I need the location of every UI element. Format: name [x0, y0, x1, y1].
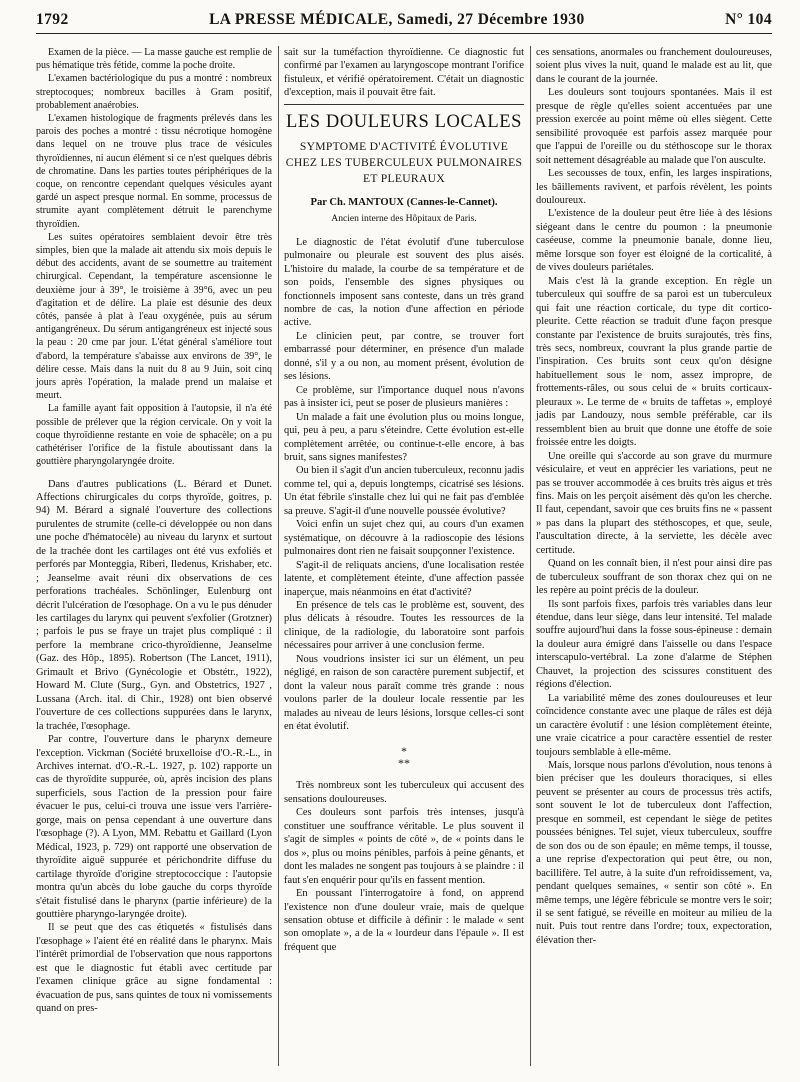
asterism [284, 745, 524, 769]
paragraph: Une oreille qui s'accorde au son grave du murmure vésiculaire, et veut en apprécier les variations, peut ne pas se trouver accommodée à ces bruits très aigus et très fins. Mais on les perçoit aisément dès qu'on les cherche. Il faut, cependant, savoir que ces bruits fins ne « passent » pas dans la plupart des stéthoscopes, et que, seule, l'auscultation directe, à la serviette, les décèle avec certitude. [536, 450, 772, 556]
article-author: Par Ch. MANTOUX (Cannes-le-Cannet). [310, 196, 498, 208]
paragraph: Le diagnostic de l'état évolutif d'une tuberculose pulmonaire ou pleurale est souvent des plus aisés. L'histoire du malade, la courbe de sa température et de son poids, l'ensemble des signes physiques ou fonctionnels imposent sans conteste, dans un très grand nombre de cas, la notion d'une affection en période active. [284, 236, 524, 329]
article-body-continued [284, 779, 524, 954]
column-middle [284, 46, 524, 954]
paragraph: L'examen bactériologique du pus a montré : nombreux streptocoques; nombreux bacilles à Gram positif, probablement anaérobies. [36, 73, 272, 111]
paragraph: Les secousses de toux, enfin, les larges inspirations, les bâillements ravivent, et parfois révèlent, les points douloureux. [536, 168, 772, 206]
paragraph: Par contre, l'ouverture dans le pharynx demeure l'exception. Vickman (Société bruxelloise d'O.-R.-L., in Archives internat. d'O.-R.-L. 1927, p. 102) rapporte un cas de thyroïdite suppurée, où, après incision des plans superficiels, sous l'action de la pression pour faire évacuer le pus, celui-ci trouva une issue vers l'arrière-gorge, mais on pensa cependant à une ouverture dans l'œsophage (?). A Lyon, MM. Rebattu et Gaillard (Lyon Médical, 1923, p. 729) ont rapporté une observation de thyroïdite aiguë suppurée et périchondrite diffuse du cartilage thyroïde d'origine streptococcique : l'autopsie montra qu'un abcès du lobe gauche du corps thyroïde s'était fistulisé dans le pharynx (partie inférieure) de la gouttière pharyngo-laryngée droite). [36, 734, 272, 920]
paragraph: Quand on les connaît bien, il n'est pour ainsi dire pas de tuberculeux souffrant de son thorax chez qui on ne les repère au point précis de la douleur. [536, 558, 772, 597]
paragraph: La famille ayant fait opposition à l'autopsie, il n'a été possible de prélever que la région cervicale. On y voit la coque thyroïdienne restante en voie de sphacèle; on a pu cathétériser l'orifice de la fistule aboutissant dans la gouttière pharyngolaryngée droite. [36, 403, 272, 468]
paragraph: Très nombreux sont les tuberculeux qui accusent des sensations douloureuses. [284, 780, 524, 805]
journal-title: LA PRESSE MÉDICALE, Samedi, 27 Décembre 1930 [209, 11, 585, 28]
paragraph: Les douleurs sont toujours spontanées. Mais il est presque de règle qu'elles soient accentuées par une pression exercée au point même où elles siègent. Cette sensibilité provoquée est parfois assez marquée pour que l'appui de l'oreille ou du stéthoscope sur le thorax soit nettement désagréable au malade que l'on ausculte. [536, 87, 772, 166]
author-affiliation: Ancien interne des Hôpitaux de Paris. [331, 213, 477, 225]
paragraph: Ils sont parfois fixes, parfois très variables dans leur étendue, dans leur siège, dans leur intensité. Tel malade souffre aujourd'hui dans la fosse sous-épineuse : demain la douleur aura émigré dans l'aisselle ou dans l'espace interscapulo-vertébral. La zone d'alarme de Stéphen Chauvet, la projection des scissures constituent des régions d'élection. [536, 598, 772, 691]
column-divider [278, 46, 279, 1066]
article-title: LES DOULEURS LOCALES [285, 111, 523, 132]
paragraph: L'examen histologique de fragments prélevés dans les parois des poches a montré : tissu nécrotique homogène dans lequel on ne trouve plus trace de vésicules thyroïdiennes, ni aucun élément si ce n'est quelques débris de chromatine. Dans les parties toutes périphériques de la coque, on rencontre cependant quelques vésicules ayant gardé un aspect presque normal. En somme, processus de strumite ayant complètement détruit le parenchyme thyroïdien. [36, 113, 272, 230]
header-rule [36, 33, 772, 34]
paragraph: Ou bien il s'agit d'un ancien tuberculeux, reconnu jadis comme tel, qui a, depuis longtemps, cicatrisé ses lésions. Un état fébrile s'installe chez lui qui ne fait pas d'emblée sa preuve. S'agit-il d'une nouvelle poussée évolutive? [284, 465, 524, 517]
paragraph: Ces douleurs sont parfois très intenses, jusqu'à constituer une souffrance véritable. Le plus souvent il s'agit de simples « points de côté », de « points dans le dos », plus ou moins pénibles, parfois à peine gênants, et dont les malades ne songent pas toujours à se plaindre : il faut s'en enquérir pour qu'ils en fassent mention. [284, 807, 524, 886]
paragraph: sait sur la tuméfaction thyroïdienne. Ce diagnostic fut confirmé par l'examen au laryngoscope montrant l'orifice fistuleux, et vérifié opératoirement. C'était un diagnostic d'exception, mais il pouvait être fait. [284, 47, 524, 99]
paragraph: Examen de la pièce. — La masse gauche est remplie de pus hématique très fétide, comme la poche droite. [36, 47, 272, 72]
paragraph: Ce problème, sur l'importance duquel nous n'avons pas à insister ici, peut se poser de plusieurs manières : [284, 384, 524, 410]
article-subtitle-2: CHEZ LES TUBERCULEUX PULMONAIRES [285, 155, 523, 169]
asterism-bottom: ** [398, 756, 410, 771]
article-subtitle-1: SYMPTOME D'ACTIVITÉ ÉVOLUTIVE [299, 139, 509, 153]
article-heading [284, 111, 524, 226]
paragraph: Mais, lorsque nous parlons d'évolution, nous tenons à bien préciser que les douleurs thoraciques, si elles peuvent se présenter au cours de processus très actifs, sont souvent le lot de tuberculeux dont l'affection, presque en sommeil, est cependant le siège de petites poussées bénignes. Tel sujet, vieux tuberculeux, souffre de son dos ou de son épaule; en même temps, il tousse, a une reprise d'expectoration qui peut être, ou non, bacillifère. Tel autre, à la suite d'un refroidissement, va, pendant quelques semaines, « sentir son côté ». En même temps, une légère fébricule se montre vers le soir; il se sent fatigué, se réveille en moiteur au milieu de la nuit. Puis tout rentre dans l'ordre; toux, expectoration, élévation ther- [536, 760, 772, 946]
paragraph: L'existence de la douleur peut être liée à des lésions siégeant dans le centre du poumon : la pneumonie caséeuse, comme la pneumonie banale, donne lieu, même lorsque son foyer est éloigné de la corticalité, à de vives douleurs pariétales. [536, 208, 772, 274]
column-divider [530, 46, 531, 1066]
paragraph: Nous voudrions insister ici sur un élément, un peu négligé, en raison de son caractère purement subjectif, et dont la valeur nous paraît comme très grande : nous voulons parler de la douleur locale ressentie par les malades au niveau de leurs lésions, lorsque celles-ci sont en état évolutif. [284, 653, 524, 733]
article-subtitle-3: ET PLEURAUX [363, 171, 445, 185]
paragraph: Les suites opératoires semblaient devoir être très simples, bien que la malade ait attendu six mois depuis le début des accidents, avant de se soumettre au traitement chirurgical. Cependant, la température ascensionne le deuxième jour à 39°, le troisième à 39°6, avec un peu d'agitation et de délire. La plaie est désunie des deux côtés, pansée à plat à l'eau oxygénée, puis au sérum antigangréneux. Du sérum antigangréneux est injecté sous la peau : 20 cme par jour. L'état général s'améliore tout d'abord, la température s'abaisse aux environs de 39°, le délire cesse. Mais dans la nuit du 8 au 9 Juin, soit cinq jours après l'opération, la malade prend un malaise et meurt. [36, 231, 272, 402]
column-left [36, 46, 272, 1016]
paragraph: En poussant l'interrogatoire à fond, on apprend l'existence non d'une douleur vraie, mais de quelque sensation obtuse et difficile à définir : le malade « sent son omoplate », a de la « lourdeur dans l'épaule ». Il est fréquent que [284, 888, 524, 953]
paragraph: Voici enfin un sujet chez qui, au cours d'un examen systématique, on découvre à la radioscopie des lésions pulmonaires dont rien ne faisait soupçonner l'existence. [284, 519, 524, 558]
paragraph: La variabilité même des zones douloureuses et leur coïncidence constante avec une plaque de râles est déjà un caractère évolutif : une lésion complètement éteinte, une vraie cicatrice a pour caractère essentiel de rester toujours semblable à elle-même. [536, 692, 772, 758]
paragraph: S'agit-il de reliquats anciens, d'une localisation restée latente, et complètement éteinte, d'une affection passée inaperçue, mais néanmoins en état d'activité? [284, 559, 524, 598]
page-header [36, 8, 772, 32]
paragraph: Mais c'est là la grande exception. En règle un tuberculeux qui souffre de sa paroi est un tuberculeux qui fait une réaction corticale, du type dit cortico-pleurite. Cette réaction se traduit d'une façon presque constante par l'existence de bruits surajoutés, très fins, très secs, nombreux, couvrant la plus grande partie de l'inspiration. Ces bruits sont ceux qu'on désigne habituellement sous le nom, assez impropre, de frottements-râles, ou sous celui de « bruits corticaux-pleuraux ». Le terme de « bruits de taffetas », employé jadis par Landouzy, nous semble préférable, car ils ressemblent bien au bruit que donne une étoffe de soie froissée entre les doigts. [536, 275, 772, 449]
article-rule [284, 104, 524, 105]
article-body [284, 236, 524, 734]
section-gap [36, 469, 272, 478]
paragraph: Dans d'autres publications (L. Bérard et Dunet. Affections chirurgicales du corps thyroïde, goitres, p. 94) M. Bérard a signalé l'ouverture des collections purulentes de strumite (celle-ci développée ou non dans une poche d'hématocèle) au niveau du larynx et surtout de la trachée dont les cartilages ont été vus exfoliés et perforés par Monteggia, Riberi, Iledenus, Krishaber, etc. ; Jeanselme avait réuni dix observations de ces perforations trachéales. Schönlinger, Eulenburg ont décrit l'ulcération de l'œsophage. On a vu le pus dénuder les cartilages du larynx qui peuvent s'exfolier (Grotzner) ; parfois le pus se fraye un trajet plus compliqué : il perfore la membrane crico-thyroïdienne, Jeanselme (Gaz. des Hôp., 1895). Robertson (The Lancet, 1911), Grimault et Brivo (Gynécologie et Obstétr., 1922), Howard M. Clute (Surg., Gyn. and Obstetrics, 1927 , Lussana (Arch. ital. di Chir., 1928) ont bien observé l'ouverture de ces collections suppurées dans le larynx, la trachée, l'œsophage. [36, 478, 272, 732]
paragraph: Il se peut que des cas étiquetés « fistulisés dans l'œsophage » l'aient été en réalité dans le pharynx. Mais l'intérêt primordial de l'observation que nous rapportons est que le diagnostic fut établi avec certitude par l'examen clinique grâce au signe fondamental : évacuation de pus, sans quintes de toux ni vomissements quand on pres- [36, 922, 272, 1015]
paragraph: En présence de tels cas le problème est, souvent, des plus délicats à résoudre. Toutes les ressources de la clinique, de la radiologie, du laboratoire sont parfois nécessaires pour arriver à une conclusion ferme. [284, 599, 524, 652]
column-right [536, 46, 772, 947]
previous-article-end [284, 46, 524, 100]
paragraph: Un malade a fait une évolution plus ou moins longue, qui, peu à peu, a paru s'éteindre. Cette évolution est-elle complètement arrêtée, ou continue-t-elle encore, à bas bruit, sans signes manifestes? [284, 411, 524, 463]
paragraph: Le clinicien peut, par contre, se trouver fort embarrassé pour déterminer, en présence d'un malade donné, s'il y a ou non, au moment présent, évolution de ses lésions. [284, 330, 524, 383]
paragraph: ces sensations, anormales ou franchement douloureuses, soient plus vives la nuit, quand le malade est au lit, que dans le courant de la journée. [536, 47, 772, 85]
asterism-top: * [401, 744, 407, 759]
issue-number: N° 104 [725, 11, 772, 28]
page-number: 1792 [36, 11, 69, 28]
